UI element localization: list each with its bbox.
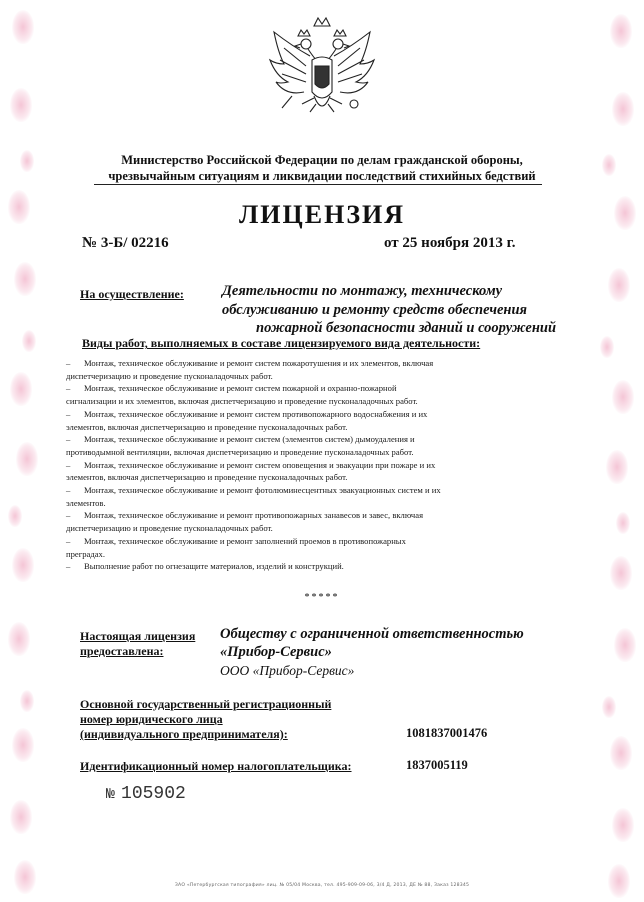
list-item: – Монтаж, техническое обслуживание и ремонт систем пожарной и охранно-пожарной сигнализации и их элементов, включая диспетчеризацию и проведение пусконаладочных работ. <box>66 383 418 407</box>
ogrn-label-line-2: номер юридического лица <box>80 712 223 726</box>
ogrn-label-line-1: Основной государственный регистрационный <box>80 697 332 711</box>
separator-stars: ***** <box>304 592 340 603</box>
list-item: – Монтаж, техническое обслуживание и ремонт фотолюминесцентных эвакуационных систем и их элементов. <box>66 485 441 508</box>
list-item: – Выполнение работ по огнезащите материалов, изделий и конструкций. <box>66 561 344 572</box>
inn-label: Идентификационный номер налогоплательщика: <box>80 759 352 773</box>
list-item: – Монтаж, техническое обслуживание и ремонт систем противопожарного водоснабжения и их элементов, включая диспетчеризацию и проведение пусконаладочных работ. <box>66 408 428 432</box>
ogrn-value: 1081837001476 <box>406 726 488 740</box>
header-divider <box>94 184 542 185</box>
document-title: ЛИЦЕНЗИЯ <box>238 200 406 229</box>
licensee-short-name: ООО «Прибор-Сервис» <box>220 663 355 678</box>
ministry-name-line-2: чрезвычайным ситуациям и ликвидации последствий стихийных бедствий <box>108 169 536 183</box>
licensee-name-line-2: «Прибор-Сервис» <box>220 644 332 660</box>
ministry-name-line-1: Министерство Российской Федерации по делам гражданской обороны, <box>121 153 523 167</box>
licensee-label-line-1: Настоящая лицензия <box>80 629 196 643</box>
printer-footer: ЗАО «Петербургская типография» лиц. № 05/04 Москва, тел. 495-909-09-06, 3/4 Д, 2013, ДЕ № 88, Заказ 128345 <box>174 883 470 888</box>
licensee-label-line-2: предоставлена: <box>80 644 164 658</box>
list-item: – Монтаж, техническое обслуживание и ремонт заполнений проемов в противопожарных преградах. <box>66 535 406 559</box>
list-item: – Монтаж, техническое обслуживание и ремонт систем оповещения и эвакуации при пожаре и их элементов, включая диспетчеризацию и проведение пусконаладочных работ. <box>66 459 436 483</box>
inn-value: 1837005119 <box>406 758 468 772</box>
activity-line-3: пожарной безопасности зданий и сооружений <box>256 320 557 336</box>
serial-value: 105902 <box>121 784 186 804</box>
ogrn-label-line-3: (индивидуального предпринимателя): <box>80 727 288 741</box>
activity-line-1: Деятельности по монтажу, техническому <box>222 283 503 299</box>
form-serial-number <box>106 784 186 804</box>
coat-of-arms-icon <box>262 12 382 132</box>
licensee-name-line-1: Обществу с ограниченной ответственностью <box>220 626 524 642</box>
left-ornament-border <box>0 0 52 902</box>
license-number: № 3-Б/ 02216 <box>82 235 169 251</box>
serial-prefix: № <box>106 786 116 803</box>
list-item: – Монтаж, техническое обслуживание и ремонт систем (элементов систем) дымоудаления и противодымной вентиляции, включая диспетчеризацию и проведение пусконаладочных работ. <box>66 434 415 457</box>
activity-line-2: обслуживанию и ремонту средств обеспечения <box>222 302 527 318</box>
work-types-title: Виды работ, выполняемых в составе лицензируемого вида деятельности: <box>82 336 481 350</box>
license-date: от 25 ноября 2013 г. <box>384 235 516 251</box>
list-item: – Монтаж, техническое обслуживание и ремонт систем пожаротушения и их элементов, включая диспетчеризацию и проведение пусконаладочных работ. <box>66 358 434 381</box>
activity-label: На осуществление: <box>80 287 184 301</box>
right-ornament-border <box>592 0 644 902</box>
work-types-list <box>66 357 552 573</box>
list-item: – Монтаж, техническое обслуживание и ремонт противопожарных занавесов и завес, включая диспетчеризацию и проведение пусконаладочных работ. <box>66 510 424 534</box>
